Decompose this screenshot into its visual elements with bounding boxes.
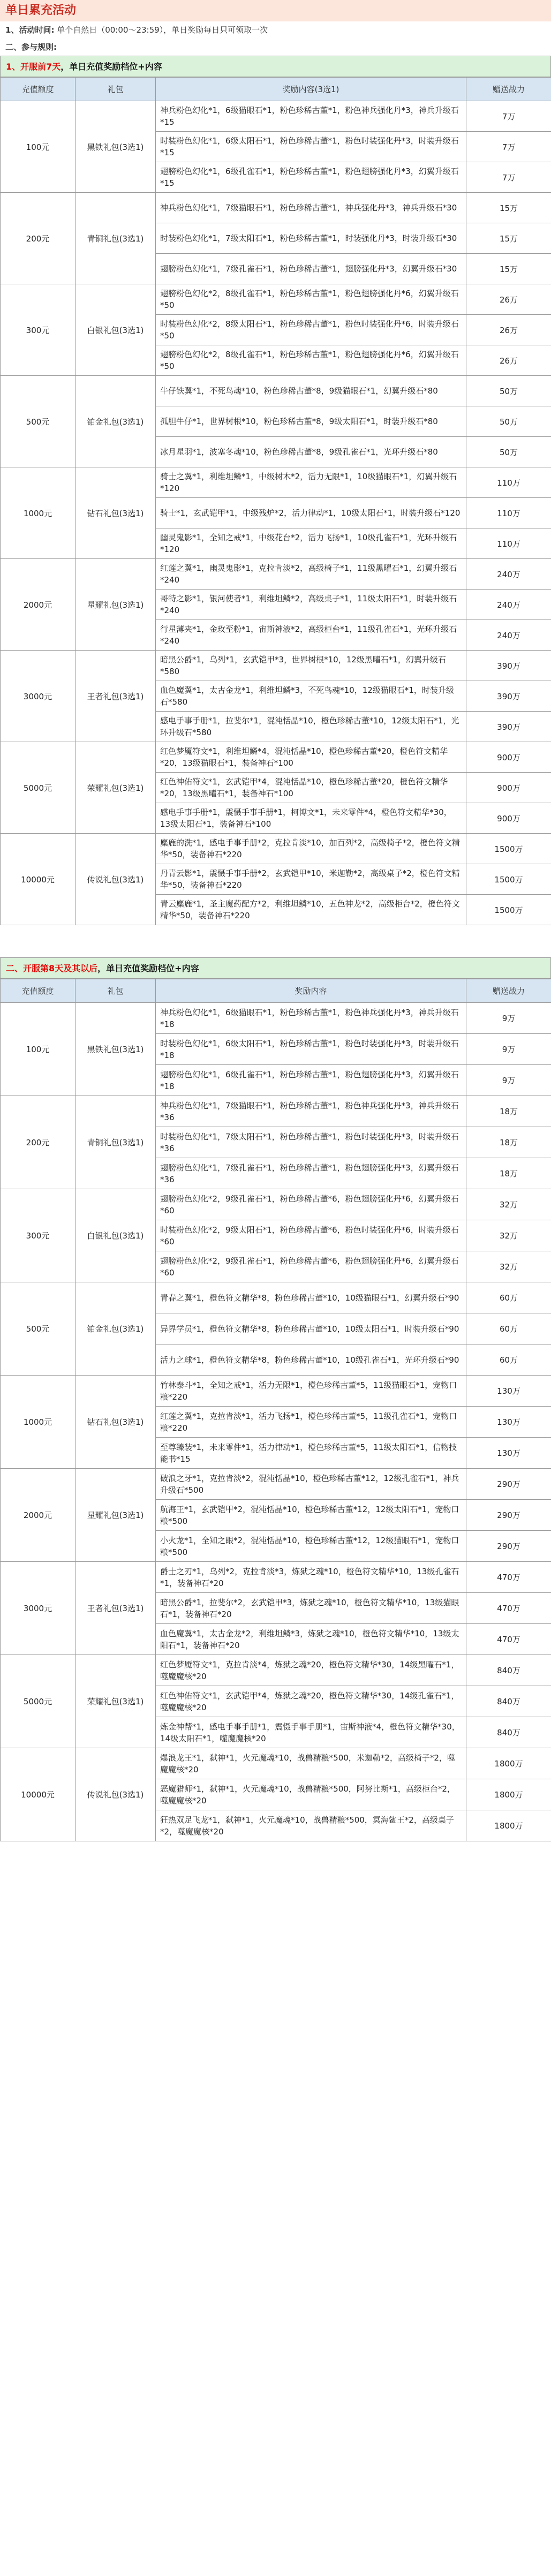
table-row [1, 1655, 551, 1686]
table-row [1, 742, 551, 773]
reward-cell: 狂热双足飞龙*1，弑神*1，火元魔魂*10，战兽精粮*500，冥海鲨王*2，高级桌子*2，噬魔魔核*20 [156, 1810, 466, 1841]
power-cell: 840万 [466, 1655, 551, 1686]
table-row [1, 1282, 551, 1313]
col-amount: 充值额度 [1, 979, 76, 1003]
package-cell: 铂金礼包(3选1) [76, 376, 156, 467]
power-cell: 470万 [466, 1624, 551, 1655]
amount-cell: 1000元 [1, 1376, 76, 1469]
reward-cell: 翅膀粉色幻化*1，7级孔雀石*1，粉色珍稀古董*1，粉色翅膀强化丹*3，幻翼升级石*36 [156, 1158, 466, 1189]
table-row [1, 1376, 551, 1407]
section-gap [0, 925, 551, 957]
reward-cell: 翅膀粉色幻化*1，7级孔雀石*1，粉色珍稀古董*1，翅膀强化丹*3，幻翼升级石*30 [156, 254, 466, 284]
amount-cell: 200元 [1, 193, 76, 284]
amount-cell: 300元 [1, 1189, 76, 1282]
rules-line [0, 39, 551, 56]
reward-cell: 血色魔翼*1，太古金龙*1，利维坦鳞*3，不死鸟魂*10，12级猫眼石*1，时装升级石*580 [156, 681, 466, 712]
power-cell: 130万 [466, 1376, 551, 1407]
power-cell: 240万 [466, 590, 551, 620]
reward-cell: 炼金神帮*1，感电手事手册*1，震慑手事手册*1，宙斯神液*4，橙色符文精华*30，14级太阳石*1，噬魔魔核*20 [156, 1717, 466, 1748]
reward-cell: 航海王*1，玄武铠甲*2，混沌恬晶*10，橙色珍稀古董*12，12级太阳石*1，宠物口粮*500 [156, 1500, 466, 1531]
reward-cell: 红色神佑符文*1，玄武铠甲*4，混沌恬晶*10，橙色珍稀古董*20，橙色符文精华*20，13级黑曜石*1，装备神石*100 [156, 773, 466, 803]
package-cell: 星耀礼包(3选1) [76, 559, 156, 651]
package-cell: 黑铁礼包(3选1) [76, 1003, 156, 1096]
package-cell: 荣耀礼包(3选1) [76, 742, 156, 834]
table-row [1, 1562, 551, 1593]
power-cell: 900万 [466, 773, 551, 803]
col-package: 礼包 [76, 78, 156, 101]
reward-cell: 小火龙*1，全知之眼*2，混沌恬晶*10，橙色珍稀古董*12，12级猫眼石*1，宠物口粮*500 [156, 1531, 466, 1562]
amount-cell: 5000元 [1, 742, 76, 834]
reward-cell: 牛仔铁翼*1，不死鸟魂*10，粉色珍稀古董*8，9级猫眼石*1，幻翼升级石*80 [156, 376, 466, 406]
reward-cell: 感电手事手册*1，震慑手事手册*1，柯博文*1，未来零件*4，橙色符文精华*30，13级太阳石*1，装备神石*100 [156, 803, 466, 834]
package-cell: 王者礼包(3选1) [76, 1562, 156, 1655]
power-cell: 7万 [466, 132, 551, 162]
reward-cell: 活力之球*1，橙色符文精华*8，粉色珍稀古董*10，10级孔雀石*1，光环升级石*90 [156, 1344, 466, 1376]
activity-time-text: 单个自然日（00:00～23:59），单日奖励每日只可领取一次 [57, 25, 268, 35]
amount-cell: 2000元 [1, 1469, 76, 1562]
power-cell: 290万 [466, 1469, 551, 1500]
package-cell: 青铜礼包(3选1) [76, 193, 156, 284]
power-cell: 50万 [466, 376, 551, 406]
table-row [1, 1096, 551, 1127]
power-cell: 130万 [466, 1407, 551, 1438]
reward-cell: 竹林泰斗*1，全知之戒*1，活力无限*1，橙色珍稀古董*5，11级猫眼石*1，宠物口粮*220 [156, 1376, 466, 1407]
reward-cell: 暗黑公爵*1，乌列*1，玄武铠甲*3，世界树根*10，12级黑曜石*1，幻翼升级石*580 [156, 651, 466, 681]
reward-cell: 孤胆牛仔*1，世界树根*10，粉色珍稀古董*8，9级太阳石*1，时装升级石*80 [156, 406, 466, 437]
reward-cell: 破浪之牙*1，克拉肯淡*2，混沌恬晶*10，橙色珍稀古董*12，12级孔雀石*1，神兵升级石*500 [156, 1469, 466, 1500]
section-1-highlight: 开服前7天 [20, 62, 61, 72]
power-cell: 130万 [466, 1438, 551, 1469]
reward-cell: 神兵粉色幻化*1，6级猫眼石*1，粉色珍稀古董*1，粉色神兵强化丹*3，神兵升级石*15 [156, 101, 466, 132]
package-cell: 铂金礼包(3选1) [76, 1282, 156, 1376]
power-cell: 290万 [466, 1531, 551, 1562]
reward-cell: 翅膀粉色幻化*2，8级孔雀石*1，粉色珍稀古董*1，粉色翅膀强化丹*6，幻翼升级石*50 [156, 345, 466, 376]
reward-cell: 神兵粉色幻化*1，7级猫眼石*1，粉色珍稀古董*1，粉色神兵强化丹*3，神兵升级石*36 [156, 1096, 466, 1127]
table-1-header [1, 78, 551, 101]
package-cell: 传说礼包(3选1) [76, 834, 156, 925]
reward-cell: 翅膀粉色幻化*1，6级孔雀石*1，粉色珍稀古董*1，粉色翅膀强化丹*3，幻翼升级石*18 [156, 1065, 466, 1096]
table-row [1, 1748, 551, 1779]
reward-cell: 骑士*1，玄武铠甲*1，中级残炉*2，活力律动*1，10级太阳石*1，时装升级石*120 [156, 498, 466, 528]
power-cell: 900万 [466, 803, 551, 834]
reward-cell: 红莲之翼*1，幽灵鬼影*1，克拉肯淡*2，高级椅子*1，11级黑曜石*1，幻翼升级石*240 [156, 559, 466, 590]
table-row [1, 284, 551, 315]
power-cell: 290万 [466, 1500, 551, 1531]
reward-cell: 红色梦魇符文*1，利维坦鳞*4，混沌恬晶*10，橙色珍稀古董*20，橙色符文精华*20，13级猫眼石*1，装备神石*100 [156, 742, 466, 773]
reward-table-1 [0, 77, 551, 925]
power-cell: 7万 [466, 101, 551, 132]
col-rewards: 奖励内容(3选1) [156, 78, 466, 101]
reward-cell: 时装粉色幻化*2，8级太阳石*1，粉色珍稀古董*1，粉色时装强化丹*6，时装升级石*50 [156, 315, 466, 345]
power-cell: 7万 [466, 162, 551, 193]
power-cell: 15万 [466, 193, 551, 223]
reward-cell: 翅膀粉色幻化*2，8级孔雀石*1，粉色珍稀古董*1，粉色翅膀强化丹*6，幻翼升级石*50 [156, 284, 466, 315]
amount-cell: 1000元 [1, 467, 76, 559]
power-cell: 1500万 [466, 864, 551, 895]
amount-cell: 10000元 [1, 834, 76, 925]
reward-cell: 神兵粉色幻化*1，7级猫眼石*1，粉色珍稀古董*1，神兵强化丹*3，神兵升级石*30 [156, 193, 466, 223]
reward-cell: 青云麋鹿*1，圣主魔药配方*2，利维坦鳞*10，五色神龙*2，高级柜台*2，橙色符文精华*50，装备神石*220 [156, 895, 466, 925]
power-cell: 390万 [466, 681, 551, 712]
reward-cell: 红莲之翼*1，克拉肯淡*1，活力飞扬*1，橙色珍稀古董*5，11级孔雀石*1，宠物口粮*220 [156, 1407, 466, 1438]
power-cell: 900万 [466, 742, 551, 773]
power-cell: 15万 [466, 223, 551, 254]
table-row [1, 1189, 551, 1220]
package-cell: 王者礼包(3选1) [76, 651, 156, 742]
power-cell: 50万 [466, 406, 551, 437]
reward-cell: 血色魔翼*1，太古金龙*2，利维坦鳞*3，炼狱之魂*10，橙色符文精华*10，13级太阳石*1，装备神石*20 [156, 1624, 466, 1655]
reward-cell: 麋鹿的洗*1，感电手事手册*2，克拉肯淡*10，加百列*2，高级椅子*2，橙色符文精华*50，装备神石*220 [156, 834, 466, 864]
reward-cell: 爵士之刃*1，乌列*2，克拉肯淡*3，炼狱之魂*10，橙色符文精华*10，13级孔雀石*1，装备神石*20 [156, 1562, 466, 1593]
power-cell: 18万 [466, 1127, 551, 1158]
table-row [1, 651, 551, 681]
col-package: 礼包 [76, 979, 156, 1003]
package-cell: 荣耀礼包(3选1) [76, 1655, 156, 1748]
reward-cell: 幽灵鬼影*1，全知之戒*1，中级花台*2，活力飞扬*1，10级孔雀石*1，光环升级石*120 [156, 528, 466, 559]
table-row [1, 467, 551, 498]
reward-cell: 青春之翼*1，橙色符文精华*8，粉色珍稀古董*10，10级猫眼石*1，幻翼升级石*90 [156, 1282, 466, 1313]
power-cell: 1800万 [466, 1810, 551, 1841]
table-row [1, 376, 551, 406]
power-cell: 1500万 [466, 834, 551, 864]
power-cell: 110万 [466, 498, 551, 528]
power-cell: 1800万 [466, 1748, 551, 1779]
amount-cell: 3000元 [1, 651, 76, 742]
table-row [1, 1469, 551, 1500]
amount-cell: 500元 [1, 376, 76, 467]
reward-cell: 神兵粉色幻化*1，6级猫眼石*1，粉色珍稀古董*1，粉色神兵强化丹*3，神兵升级石*18 [156, 1003, 466, 1034]
amount-cell: 5000元 [1, 1655, 76, 1748]
reward-cell: 暗黑公爵*1，拉斐尔*2，玄武铠甲*3，炼狱之魂*10，橙色符文精华*10，13级猫眼石*1，装备神石*20 [156, 1593, 466, 1624]
section-1-suffix: ，单日充值奖励档位+内容 [61, 62, 162, 72]
power-cell: 26万 [466, 345, 551, 376]
power-cell: 110万 [466, 528, 551, 559]
reward-cell: 爆浪龙王*1，弑神*1，火元魔魂*10，战兽精粮*500，米迦勒*2，高级椅子*2，噬魔魔核*20 [156, 1748, 466, 1779]
amount-cell: 2000元 [1, 559, 76, 651]
amount-cell: 100元 [1, 1003, 76, 1096]
section-1-banner [0, 56, 551, 77]
package-cell: 白银礼包(3选1) [76, 284, 156, 376]
power-cell: 9万 [466, 1065, 551, 1096]
power-cell: 1800万 [466, 1779, 551, 1810]
reward-cell: 哥特之影*1，银河使者*1，利维坦鳞*2，高级桌子*1，11级太阳石*1，时装升级石*240 [156, 590, 466, 620]
power-cell: 15万 [466, 254, 551, 284]
power-cell: 60万 [466, 1344, 551, 1376]
page-title: 单日累充活动 [0, 0, 551, 21]
power-cell: 1500万 [466, 895, 551, 925]
reward-cell: 丹青云影*1，震慑手事手册*2，玄武铠甲*10，米迦勒*2，高级桌子*2，橙色符文精华*50，装备神石*220 [156, 864, 466, 895]
package-cell: 传说礼包(3选1) [76, 1748, 156, 1841]
package-cell: 钻石礼包(3选1) [76, 467, 156, 559]
power-cell: 110万 [466, 467, 551, 498]
power-cell: 240万 [466, 559, 551, 590]
amount-cell: 10000元 [1, 1748, 76, 1841]
activity-time-label: 1、活动时间: [5, 25, 55, 35]
col-power: 赠送战力 [466, 78, 551, 101]
table-row [1, 559, 551, 590]
amount-cell: 100元 [1, 101, 76, 193]
table-row [1, 834, 551, 864]
package-cell: 白银礼包(3选1) [76, 1189, 156, 1282]
reward-cell: 感电手事手册*1，拉斐尔*1，混沌恬晶*10，橙色珍稀古董*10，12级太阳石*1，光环升级石*580 [156, 712, 466, 742]
section-1-prefix: 1、 [6, 62, 21, 72]
power-cell: 390万 [466, 712, 551, 742]
reward-table-2 [0, 979, 551, 1841]
power-cell: 9万 [466, 1034, 551, 1065]
amount-cell: 500元 [1, 1282, 76, 1376]
reward-cell: 时装粉色幻化*2，9级太阳石*1，粉色珍稀古董*6，粉色时装强化丹*6，时装升级石*60 [156, 1220, 466, 1251]
reward-cell: 异界学员*1，橙色符文精华*8，粉色珍稀古董*10，10级太阳石*1，时装升级石*90 [156, 1313, 466, 1344]
col-amount: 充值额度 [1, 78, 76, 101]
reward-cell: 冰月星羽*1，波塞冬魂*10，粉色珍稀古董*8，9级孔雀石*1，光环升级石*80 [156, 437, 466, 467]
power-cell: 840万 [466, 1717, 551, 1748]
power-cell: 470万 [466, 1562, 551, 1593]
power-cell: 390万 [466, 651, 551, 681]
package-cell: 黑铁礼包(3选1) [76, 101, 156, 193]
table-row [1, 101, 551, 132]
reward-cell: 翅膀粉色幻化*2，9级孔雀石*1，粉色珍稀古董*6，粉色翅膀强化丹*6，幻翼升级石*60 [156, 1189, 466, 1220]
activity-time-line [0, 21, 551, 39]
table-row [1, 193, 551, 223]
reward-cell: 翅膀粉色幻化*1，6级孔雀石*1，粉色珍稀古董*1，粉色翅膀强化丹*3，幻翼升级石*15 [156, 162, 466, 193]
package-cell: 星耀礼包(3选1) [76, 1469, 156, 1562]
power-cell: 18万 [466, 1096, 551, 1127]
power-cell: 9万 [466, 1003, 551, 1034]
reward-cell: 红色梦魇符文*1，克拉肯淡*4，炼狱之魂*20，橙色符文精华*30，14级黑曜石*1，噬魔魔核*20 [156, 1655, 466, 1686]
section-2-suffix: ，单日充值奖励档位+内容 [97, 963, 199, 973]
reward-cell: 骑士之翼*1，利维坦鳞*1，中级树木*2，活力无限*1，10级猫眼石*1，幻翼升级石*120 [156, 467, 466, 498]
col-power: 赠送战力 [466, 979, 551, 1003]
reward-cell: 行星薄夹*1，金玫至粉*1，宙斯神液*2，高级柜台*1，11级孔雀石*1，光环升级石*240 [156, 620, 466, 651]
power-cell: 32万 [466, 1220, 551, 1251]
rules-label: 二、参与规则: [5, 42, 57, 52]
reward-cell: 红色神佑符文*1，玄武铠甲*4，炼狱之魂*20，橙色符文精华*30，14级孔雀石*1，噬魔魔核*20 [156, 1686, 466, 1717]
amount-cell: 3000元 [1, 1562, 76, 1655]
amount-cell: 200元 [1, 1096, 76, 1189]
power-cell: 50万 [466, 437, 551, 467]
power-cell: 60万 [466, 1282, 551, 1313]
power-cell: 26万 [466, 315, 551, 345]
reward-cell: 时装粉色幻化*1，7级太阳石*1，粉色珍稀古董*1，粉色时装强化丹*3，时装升级石*36 [156, 1127, 466, 1158]
power-cell: 470万 [466, 1593, 551, 1624]
reward-cell: 至尊臻装*1，未来零件*1，活力律动*1，橙色珍稀古董*5，11级太阳石*1，信物技能书*15 [156, 1438, 466, 1469]
amount-cell: 300元 [1, 284, 76, 376]
package-cell: 青铜礼包(3选1) [76, 1096, 156, 1189]
reward-cell: 时装粉色幻化*1，7级太阳石*1，粉色珍稀古董*1，时装强化丹*3，时装升级石*30 [156, 223, 466, 254]
section-2-highlight: 开服第8天及其以后 [23, 963, 98, 973]
power-cell: 60万 [466, 1313, 551, 1344]
power-cell: 18万 [466, 1158, 551, 1189]
table-row [1, 1003, 551, 1034]
power-cell: 32万 [466, 1251, 551, 1282]
reward-cell: 恶魔猎师*1，弑神*1，火元魔魂*10，战兽精粮*500，阿努比斯*1，高级柜台*2，噬魔魔核*20 [156, 1779, 466, 1810]
col-rewards: 奖励内容 [156, 979, 466, 1003]
reward-cell: 时装粉色幻化*1，6级太阳石*1，粉色珍稀古董*1，粉色时装强化丹*3，时装升级石*15 [156, 132, 466, 162]
power-cell: 26万 [466, 284, 551, 315]
section-2-prefix: 二、 [6, 963, 24, 973]
package-cell: 钻石礼包(3选1) [76, 1376, 156, 1469]
table-2-header [1, 979, 551, 1003]
power-cell: 32万 [466, 1189, 551, 1220]
power-cell: 240万 [466, 620, 551, 651]
reward-cell: 翅膀粉色幻化*2，9级孔雀石*1，粉色珍稀古董*6，粉色翅膀强化丹*6，幻翼升级石*60 [156, 1251, 466, 1282]
power-cell: 840万 [466, 1686, 551, 1717]
reward-cell: 时装粉色幻化*1，6级太阳石*1，粉色珍稀古董*1，粉色时装强化丹*3，时装升级石*18 [156, 1034, 466, 1065]
section-2-banner [0, 957, 551, 979]
